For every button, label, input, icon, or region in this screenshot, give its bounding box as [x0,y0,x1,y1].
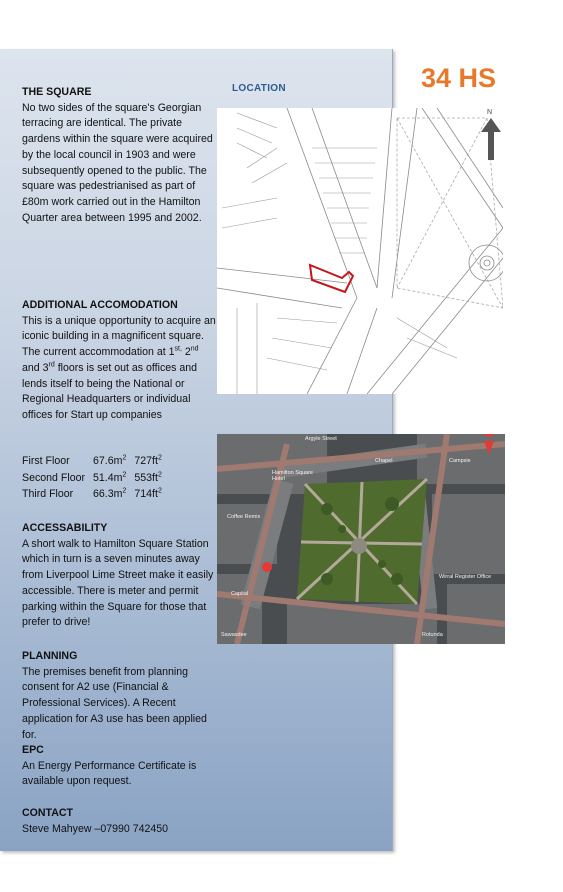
additional-body: This is a unique opportunity to acquire an iconic building in a magnificent square. The current accommodation at $1^{st,}$ 2nd and 3rd floors is set out as offices and lends itself to being the National or Regional Headquarters or individual offices for Start up companies [22,314,216,421]
map-label: Argyle Street [305,436,337,442]
location-plan-map [217,108,503,394]
map-label: Wirral Register Office [439,574,492,580]
table-row: First Floor $67.6m^2$ $727ft^2$ [22,454,162,467]
planning-body: The premises benefit from planning consent for A2 use (Financial & Professional Services). A Recent application for A3 use has been applied for. [22,665,207,741]
floor-areas [22,454,222,504]
epc-body: An Energy Performance Certificate is available upon request. [22,759,197,788]
additional-heading: ADDITIONAL ACCOMODATION [22,299,178,311]
section-accessibility [22,521,217,631]
property-code: 34 HS [421,63,497,93]
accessibility-body: A short walk to Hamilton Square Station which in turn is a seven minutes away from Liverpool Lime Street make it easily accessible. There is meter and permit parking within the Square for those that prefer to drive! [22,537,214,629]
map-label: Coffee Remix [227,514,261,520]
the-square-heading: THE SQUARE [22,86,92,98]
planning-heading: PLANNING [22,650,78,662]
contact-heading: CONTACT [22,807,73,819]
table-row: Second Floor $51.4m^2$ $553ft^2$ [22,471,162,484]
map-label: Chapel [375,458,393,464]
north-arrow-icon: N [479,110,503,160]
location-heading: LOCATION [232,83,286,94]
section-contact [22,806,217,837]
the-square-body: No two sides of the square's Georgian terracing are identical. The private gardens within the square were acquired by the local council in 1903 and were subsequently opened to the public. The square was pedestrianised as part of £80m work carried out in the Hamilton Quarter area between 1995 and 2002. [22,101,213,224]
property-pin-icon [262,562,272,572]
section-planning [22,649,217,743]
map-label: Sawasdee [221,632,247,638]
floor-table [22,454,170,504]
accessibility-heading: ACCESSABILITY [22,522,108,534]
plan-map-drawing [217,108,503,394]
map-label: Campsie [449,458,471,464]
contact-body: Steve Mahyew –07990 742450 [22,822,169,835]
section-the-square [22,85,217,226]
satellite-map [217,434,505,644]
map-label: Hamilton Square Hotel [272,470,313,482]
section-epc [22,743,217,790]
map-label: Capital [231,591,249,597]
map-label: Rotunda [422,632,443,638]
section-additional-accommodation [22,298,217,424]
epc-heading: EPC [22,744,44,756]
satellite-map-drawing [217,434,505,644]
table-row: Third Floor $66.3m^2$ $714ft^2$ [22,487,162,501]
